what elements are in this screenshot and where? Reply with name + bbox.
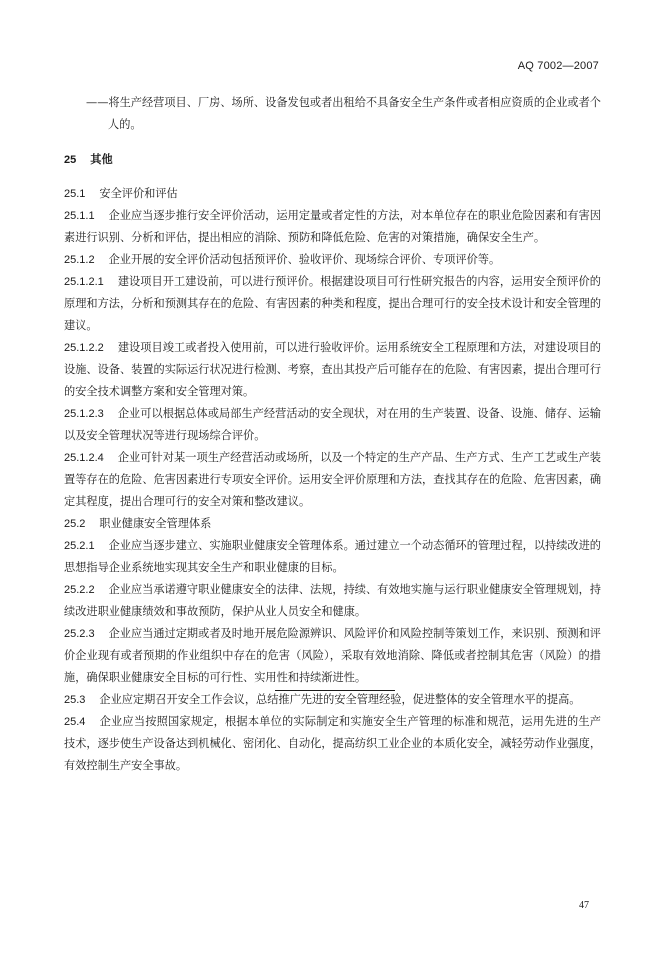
clause-text: 建设项目开工建设前，可以进行预评价。根据建设项目可行性研究报告的内容，运用安全预评价的原理和方法，分析和预测其存在的危险、有害因素的种类和程度，提出合理可行的安全技术设计和安全管理的建议。 — [64, 275, 602, 332]
clause-text: 企业应当通过定期或者及时地开展危险源辨识、风险评价和风险控制等策划工作，来识别、预测和评价企业现有或者预期的作业组织中存在的危害（风险），采取有效地消除、降低或者控制其危害（风险）的措施，确保职业健康安全目标的可行性、实用性和持续渐进性。 — [64, 627, 601, 684]
clause-number: 25.3 — [64, 694, 86, 706]
clause-25-2 — [64, 513, 601, 535]
section-title: 其他 — [90, 152, 113, 166]
clause-number: 25.1.2.3 — [64, 408, 104, 420]
clause-25-1-2 — [64, 249, 601, 271]
clause-25-1-2-2 — [64, 337, 601, 403]
clause-text: 企业应当逐步推行安全评价活动，运用定量或者定性的方法，对本单位存在的职业危险因素和有害因素进行识别、分析和评估，提出相应的消除、预防和降低危险、危害的对策措施，确保安全生产。 — [64, 209, 601, 244]
clause-number: 25.1 — [64, 188, 86, 200]
clause-25-2-2 — [64, 579, 601, 623]
clause-text: 企业可以根据总体或局部生产经营活动的安全现状，对在用的生产装置、设备、设施、储存、运输以及安全管理状况等进行现场综合评价。 — [64, 407, 601, 442]
clause-text: 企业应当承诺遵守职业健康安全的法律、法规，持续、有效地实施与运行职业健康安全管理规划，持续改进职业健康绩效和事故预防，保护从业人员安全和健康。 — [64, 583, 601, 618]
clause-number: 25.1.1 — [64, 210, 95, 222]
end-rule-divider — [275, 690, 395, 691]
clause-text: 建设项目竣工或者投入使用前，可以进行验收评价。运用系统安全工程原理和方法，对建设项目的设施、设备、装置的实际运行状况进行检测、考察，查出其投产后可能存在的危险、有害因素，提出合理可行的安全技术调整方案和安全管理对策。 — [64, 341, 602, 398]
clause-number: 25.1.2.4 — [64, 452, 104, 464]
clause-number: 25.1.2.1 — [64, 276, 104, 288]
clause-number: 25.2.2 — [64, 584, 95, 596]
clause-number: 25.2.3 — [64, 628, 95, 640]
clause-text: 企业应当按照国家规定，根据本单位的实际制定和实施安全生产管理的标准和规范，运用先进的生产技术，逐步使生产设备达到机械化、密闭化、自动化，提高纺织工业企业的本质化安全，减轻劳动作业强度，有效控制生产安全事故。 — [64, 715, 602, 772]
clause-25-1-2-4 — [64, 447, 601, 513]
clause-25-1 — [64, 183, 601, 205]
clause-number: 25.4 — [64, 716, 86, 728]
clause-25-2-1 — [64, 535, 601, 579]
clause-number: 25.2 — [64, 518, 86, 530]
document-body — [64, 92, 601, 777]
clause-text: 企业应当逐步建立、实施职业健康安全管理体系。通过建立一个动态循环的管理过程，以持续改进的思想指导企业系统地实现其安全生产和职业健康的目标。 — [64, 539, 601, 574]
dash-list-item — [86, 92, 601, 136]
clause-text: 企业应定期召开安全工作会议，总结推广先进的安全管理经验，促进整体的安全管理水平的提高。 — [99, 693, 581, 706]
page-number: 47 — [579, 900, 589, 911]
clause-text: 职业健康安全管理体系 — [99, 517, 212, 530]
standard-code: AQ 7002—2007 — [517, 60, 599, 72]
clause-25-1-1 — [64, 205, 601, 249]
clause-25-1-2-3 — [64, 403, 601, 447]
clause-25-3 — [64, 689, 601, 711]
section-number: 25 — [64, 154, 77, 166]
clause-25-4 — [64, 711, 601, 777]
clause-number: 25.2.1 — [64, 540, 95, 552]
clause-number: 25.1.2.2 — [64, 342, 104, 354]
clause-number: 25.1.2 — [64, 254, 95, 266]
clause-25-2-3 — [64, 623, 601, 689]
paragraph-text: ——将生产经营项目、厂房、场所、设备发包或者出租给不具备安全生产条件或者相应资质的企业或者个人的。 — [86, 96, 601, 131]
clause-25-1-2-1 — [64, 271, 601, 337]
clause-text: 企业开展的安全评价活动包括预评价、验收评价、现场综合评价、专项评价等。 — [108, 253, 501, 266]
clause-text: 企业可针对某一项生产经营活动或场所，以及一个特定的生产产品、生产方式、生产工艺或生产装置等存在的危险、危害因素进行专项安全评价。运用安全评价原理和方法，查找其存在的危险、危害因素，确定其程度，提出合理可行的安全对策和整改建议。 — [64, 451, 602, 508]
clause-text: 安全评价和评估 — [99, 187, 178, 200]
section-heading-25 — [64, 148, 601, 171]
